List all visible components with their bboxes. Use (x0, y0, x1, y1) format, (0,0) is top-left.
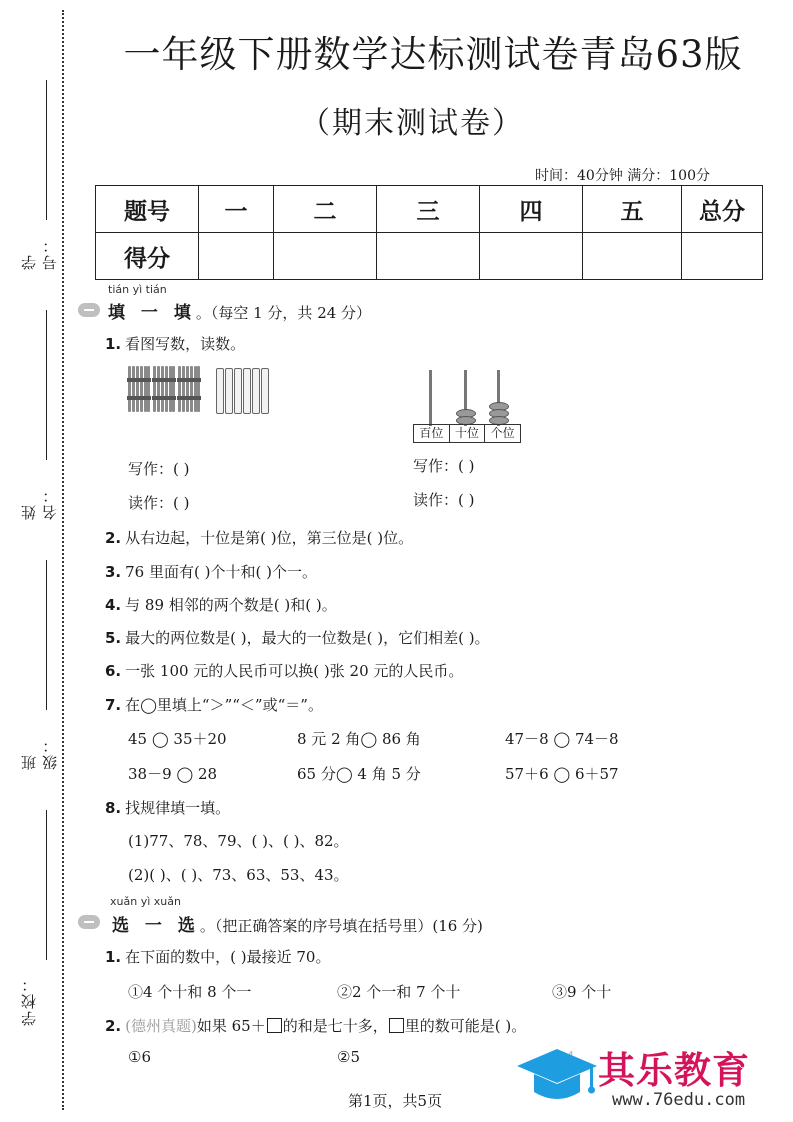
question-number: 6. (105, 662, 122, 680)
question-1-2 (105, 527, 413, 548)
pattern-item-1[interactable]: (1)77、78、79、( )、( )、82。 (128, 832, 349, 850)
name-label: 姓名： (20, 486, 59, 520)
question-number: 1. (105, 335, 122, 353)
student-id-line[interactable] (46, 80, 47, 220)
school-label: 学校： (20, 975, 38, 1026)
single-stick (234, 368, 242, 414)
compare-item[interactable]: 47－8 ◯ 74－8 (505, 730, 619, 748)
pattern-item-2[interactable]: (2)( )、( )、73、63、53、43。 (128, 866, 349, 884)
compare-item[interactable]: 38－9 ◯ 28 (128, 765, 218, 783)
question-number: 2. (105, 529, 122, 547)
score-cell[interactable] (583, 233, 682, 280)
option-item[interactable]: ③9 个十 (552, 983, 612, 1001)
option-item[interactable]: ①6 (128, 1048, 151, 1066)
abacus-label-ones: 个位 (490, 426, 515, 440)
question-text[interactable]: 一张 100 元的人民币可以换( )张 20 元的人民币。 (125, 662, 464, 680)
question-number: 4. (105, 596, 122, 614)
question-text: 在◯里填上“＞”“＜”或“＝”。 (125, 696, 323, 714)
blank-box-icon (389, 1018, 404, 1033)
name-field (10, 310, 60, 520)
question-2-1 (105, 946, 330, 967)
score-head-cell: 三 (377, 186, 480, 233)
score-head-cell: 题号 (96, 186, 199, 233)
compare-item[interactable]: 45 ◯ 35＋20 (128, 730, 227, 748)
question-text[interactable]: 从右边起，十位是第( )位，第三位是( )位。 (125, 529, 414, 547)
stick-bundle (178, 366, 200, 412)
abacus-label-tens: 十位 (450, 425, 486, 442)
abacus-label-hundreds: 百位 (414, 425, 450, 442)
question-number: 5. (105, 629, 122, 647)
question-2-2 (105, 1015, 526, 1036)
score-head-cell: 四 (480, 186, 583, 233)
question-1-8 (105, 797, 230, 818)
score-table-head-row (96, 186, 763, 233)
stick-bundle (128, 366, 150, 412)
student-id-label: 学号： (20, 236, 59, 270)
score-cell[interactable] (682, 233, 763, 280)
score-cell[interactable] (480, 233, 583, 280)
brand-logo (512, 1040, 782, 1115)
question-source: (德州真题) (125, 1017, 197, 1035)
question-1-5 (105, 627, 490, 648)
stick-bundle (153, 366, 175, 412)
question-text: 找规律填一填。 (125, 799, 231, 817)
exam-meta: 时间：40分钟 满分：100分 (535, 168, 710, 184)
brand-name: 其乐教育 (598, 1049, 750, 1092)
single-stick (252, 368, 260, 414)
section1-note: 。（每空 1 分，共 24 分） (195, 304, 372, 322)
question-text: 看图写数，读数。 (125, 335, 246, 353)
section1-badge-icon (78, 303, 100, 317)
section2-note: 。（把正确答案的序号填在括号里）(16 分) (199, 917, 483, 935)
page-subtitle: （期末测试卷） (300, 106, 524, 141)
question-number: 8. (105, 799, 122, 817)
page-title: 一年级下册数学达标测试卷青岛63版 (123, 33, 743, 76)
score-cell[interactable] (377, 233, 480, 280)
question-number: 1. (105, 948, 122, 966)
question-text: 如果 65＋ (196, 1017, 266, 1035)
section2-badge-icon (78, 915, 100, 929)
brand-url[interactable]: www.76edu.com (612, 1090, 746, 1110)
compare-item[interactable]: 8 元 2 角◯ 86 角 (297, 730, 421, 748)
score-cell[interactable] (199, 233, 274, 280)
class-label: 班级： (20, 736, 59, 770)
score-head-cell: 五 (583, 186, 682, 233)
question-text[interactable]: 76 里面有( )个十和( )个一。 (125, 563, 317, 581)
section2-title (112, 911, 483, 936)
question-1-1 (105, 333, 245, 354)
single-stick (216, 368, 224, 414)
question-text[interactable]: 与 89 相邻的两个数是( )和( )。 (125, 596, 337, 614)
question-text[interactable]: 最大的两位数是( )，最大的一位数是( )，它们相差( )。 (125, 629, 490, 647)
question-text: 的和是七十多， (282, 1017, 388, 1035)
section2-pinyin: xuǎn yì xuǎn (110, 895, 181, 908)
score-cell[interactable] (274, 233, 377, 280)
read-answer-left[interactable]: 读作：( ) (128, 494, 190, 512)
compare-item[interactable]: 57＋6 ◯ 6＋57 (505, 765, 619, 783)
student-id-field (10, 80, 60, 270)
compare-item[interactable]: 65 分◯ 4 角 5 分 (297, 765, 421, 783)
score-row-label: 得分 (96, 233, 199, 280)
question-1-3 (105, 561, 317, 582)
name-line[interactable] (46, 310, 47, 460)
question-number: 7. (105, 696, 122, 714)
section1-title-text: 填 一 填 (108, 303, 196, 323)
abacus-rod-hundreds (429, 370, 432, 426)
class-line[interactable] (46, 560, 47, 710)
single-stick (261, 368, 269, 414)
score-head-cell: 总分 (682, 186, 763, 233)
question-1-4 (105, 594, 337, 615)
score-head-cell: 一 (199, 186, 274, 233)
score-table-score-row (96, 233, 763, 280)
question-number: 3. (105, 563, 122, 581)
write-answer-right[interactable]: 写作：( ) (413, 457, 475, 475)
question-text[interactable]: 在下面的数中，( )最接近 70。 (125, 948, 331, 966)
graduation-cap-icon (512, 1044, 602, 1114)
blank-box-icon (267, 1018, 282, 1033)
question-text[interactable]: 里的数可能是( )。 (404, 1017, 527, 1035)
single-stick (243, 368, 251, 414)
binding-dashed-line (62, 10, 64, 1110)
score-head-cell: 二 (274, 186, 377, 233)
single-stick (225, 368, 233, 414)
score-table (95, 185, 763, 280)
school-line[interactable] (46, 810, 47, 960)
class-field (10, 560, 60, 770)
option-item[interactable]: ②2 个一和 7 个十 (337, 983, 461, 1001)
abacus-place-labels (413, 424, 521, 443)
page-footer: 第1页，共5页 (348, 1092, 443, 1110)
option-item[interactable]: ①4 个十和 8 个一 (128, 983, 252, 1001)
option-item[interactable]: ②5 (337, 1048, 360, 1066)
question-number: 2. (105, 1017, 122, 1035)
school-field (10, 810, 60, 1030)
question-1-6 (105, 660, 463, 681)
section2-title-text: 选 一 选 (112, 916, 200, 936)
write-answer-left[interactable]: 写作：( ) (128, 460, 190, 478)
section1-pinyin: tián yì tián (108, 283, 167, 296)
section1-title (108, 298, 371, 323)
question-1-7 (105, 694, 323, 715)
read-answer-right[interactable]: 读作：( ) (413, 491, 475, 509)
